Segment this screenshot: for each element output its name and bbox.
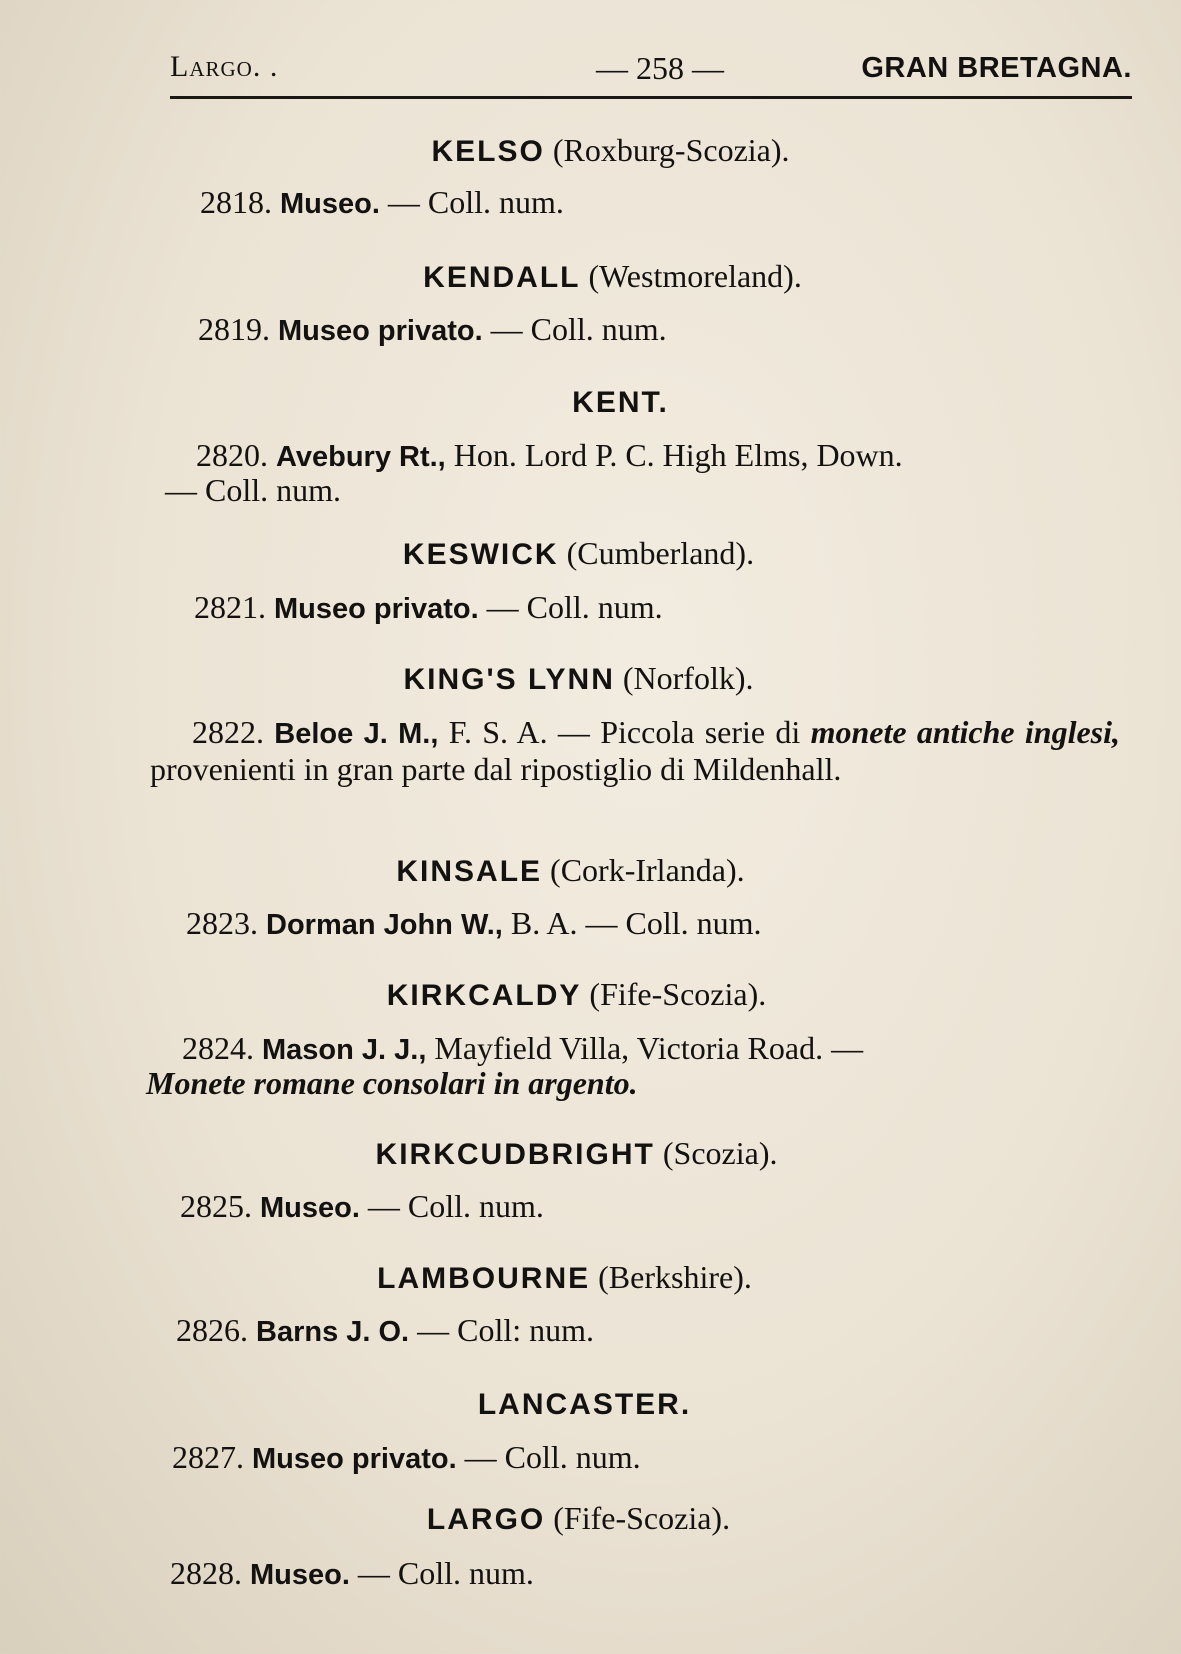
entry-text: Mayfield Villa, Victoria Road. —: [426, 1030, 864, 1066]
entry-number: 2818.: [200, 184, 272, 220]
place-name: KING'S LYNN: [403, 663, 615, 696]
entry-owner: Museo privato.: [278, 315, 483, 347]
catalog-entry: [172, 1440, 641, 1477]
entry-owner: Museo.: [260, 1192, 360, 1224]
entry-number: 2821.: [194, 589, 266, 625]
page-number: — 258 —: [596, 50, 724, 86]
place-name: KENT.: [572, 386, 669, 419]
catalog-entry: [176, 1313, 594, 1350]
entry-owner: Mason J. J.,: [262, 1034, 427, 1066]
place-heading: [0, 1500, 1169, 1537]
entry-number: 2822.: [192, 714, 264, 750]
place-region: (Scozia).: [662, 1135, 778, 1171]
place-name: KENDALL: [423, 261, 581, 294]
place-region: (Fife-Scozia).: [589, 976, 767, 1012]
place-heading: [0, 1135, 1167, 1172]
catalog-entry-continuation: [146, 1066, 638, 1101]
entry-number: 2823.: [186, 905, 258, 941]
entry-number: 2828.: [170, 1555, 242, 1591]
place-heading: [0, 535, 1169, 572]
catalog-entry: [194, 590, 663, 627]
place-region: (Norfolk).: [622, 660, 754, 696]
entry-number: 2827.: [172, 1439, 244, 1475]
place-heading: [22, 258, 1181, 295]
entry-text: — Coll. num.: [165, 472, 342, 508]
place-name: LAMBOURNE: [377, 1262, 591, 1295]
catalog-entry: [196, 438, 903, 475]
entry-text: — Coll: num.: [409, 1312, 595, 1348]
entry-number: 2825.: [180, 1188, 252, 1224]
entry-owner: Dorman John W.,: [266, 909, 503, 941]
entry-owner: Avebury Rt.,: [276, 441, 446, 473]
entry-text: — Coll. num.: [456, 1439, 641, 1475]
entry-italic-text: monete antiche inglesi,: [810, 714, 1121, 750]
entry-number: 2819.: [198, 311, 270, 347]
catalog-entry: [180, 1189, 544, 1226]
place-heading: [0, 852, 1161, 889]
catalog-entry: [170, 1556, 534, 1593]
place-name: KESWICK: [402, 538, 559, 571]
place-name: KIRKCUDBRIGHT: [375, 1138, 655, 1171]
place-region: (Fife-Scozia).: [553, 1500, 731, 1536]
entry-text: provenienti in gran parte dal ripostiglio di Mildenhall.: [150, 751, 842, 787]
entry-text: — Coll. num.: [379, 184, 564, 220]
running-head-right: GRAN BRETAGNA.: [861, 52, 1132, 84]
entry-owner: Beloe J. M.,: [274, 718, 439, 750]
entry-text: F. S. A. — Piccola serie di: [438, 714, 811, 750]
page-header: [170, 50, 1132, 99]
entry-number: 2820.: [196, 437, 268, 473]
running-head-left: Largo. .: [170, 50, 279, 83]
entry-owner: Museo privato.: [252, 1443, 457, 1475]
entry-owner: Museo.: [280, 188, 380, 220]
catalog-entry-continuation: [165, 473, 341, 508]
place-heading: [30, 383, 1181, 420]
catalog-entry: [198, 312, 667, 349]
entry-text: Hon. Lord P. C. High Elms, Down.: [445, 437, 903, 473]
place-heading: [0, 1385, 1175, 1422]
place-heading: [0, 660, 1169, 697]
entry-number: 2826.: [176, 1312, 248, 1348]
place-region: (Cork-Irlanda).: [550, 852, 745, 888]
place-heading: [0, 976, 1167, 1013]
place-region: (Berkshire).: [598, 1259, 752, 1295]
entry-text: — Coll. num.: [349, 1555, 534, 1591]
entry-italic-text: Monete romane consolari in argento.: [146, 1065, 638, 1101]
place-name: KELSO: [431, 135, 545, 168]
place-name: LARGO: [426, 1503, 546, 1536]
place-name: KINSALE: [396, 855, 543, 888]
place-region: (Westmoreland).: [588, 258, 802, 294]
entry-text: — Coll. num.: [482, 311, 667, 347]
catalog-entry: [186, 906, 762, 943]
place-name: KIRKCALDY: [386, 979, 582, 1012]
catalog-entry: [182, 1031, 863, 1068]
place-heading: [0, 1259, 1155, 1296]
entry-text: B. A. — Coll. num.: [502, 905, 762, 941]
entry-text: — Coll. num.: [478, 589, 663, 625]
entry-owner: Barns J. O.: [256, 1316, 410, 1348]
catalog-entry: [200, 185, 564, 222]
entry-number: 2824.: [182, 1030, 254, 1066]
place-region: (Cumberland).: [566, 535, 755, 571]
entry-owner: Museo privato.: [274, 593, 479, 625]
catalog-entry: [150, 715, 1120, 787]
place-region: (Roxburg-Scozia).: [552, 132, 790, 168]
entry-owner: Museo.: [250, 1559, 350, 1591]
entry-text: — Coll. num.: [359, 1188, 544, 1224]
place-heading: [20, 132, 1181, 169]
place-name: LANCASTER.: [477, 1388, 692, 1421]
